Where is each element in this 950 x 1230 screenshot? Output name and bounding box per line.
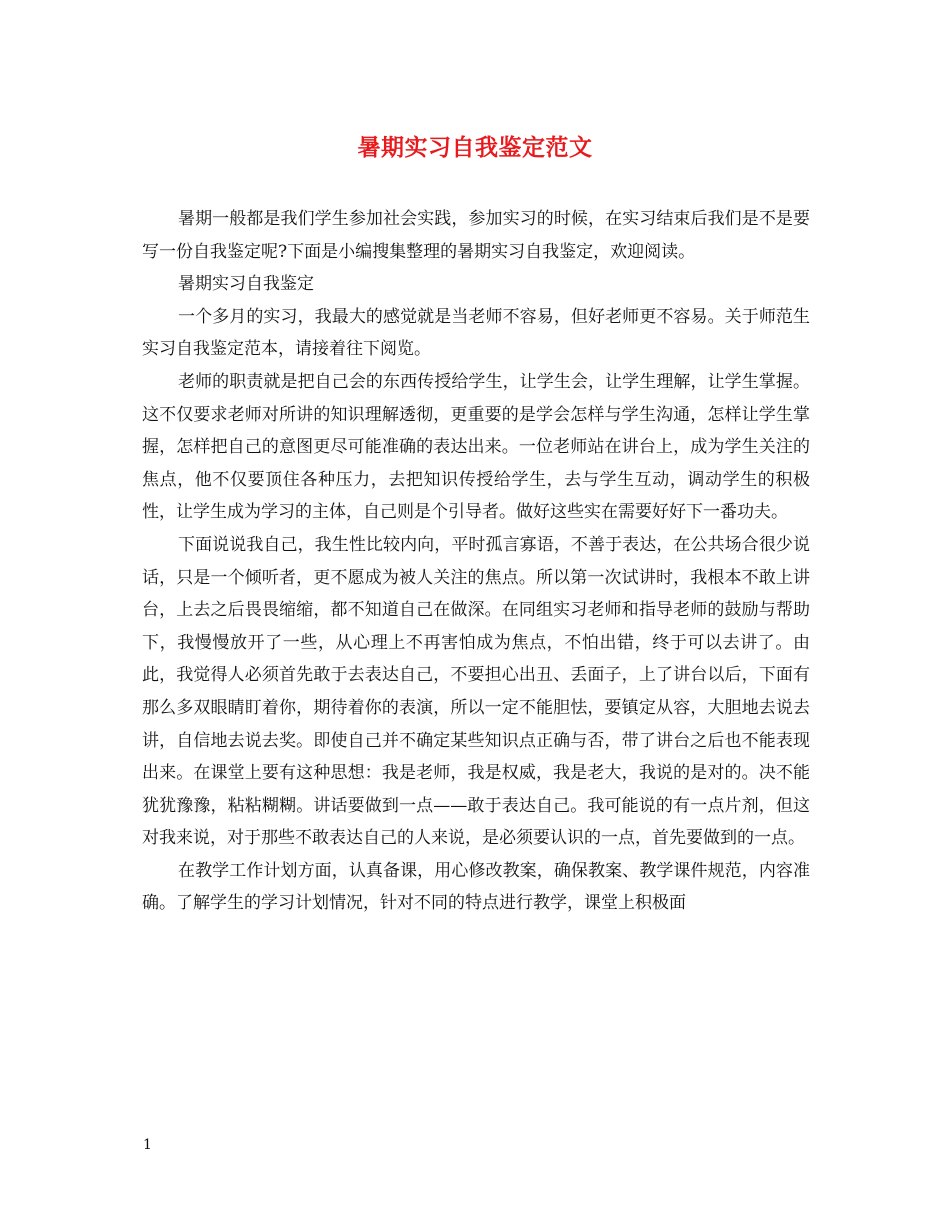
paragraph-intro: 暑期一般都是我们学生参加社会实践，参加实习的时候，在实习结束后我们是不是要写一份自我鉴定呢?下面是小编搜集整理的暑期实习自我鉴定，欢迎阅读。 bbox=[142, 209, 810, 262]
paragraph-heading: 暑期实习自我鉴定 bbox=[178, 274, 314, 295]
paragraph-self-reflection: 下面说说我自己，我生性比较内向，平时孤言寡语，不善于表达，在公共场合很少说话，只是一个倾听者，更不愿成为被人关注的焦点。所以第一次试讲时，我根本不敢上讲台，上去之后畏畏缩缩，都不知道自己在做深。在同组实习老师和指导老师的鼓励与帮助下，我慢慢放开了一些，从心理上不再害怕成为焦点，不怕出错，终于可以去讲了。由此，我觉得人必须首先敢于去表达自己，不要担心出丑、丢面子，上了讲台以后，下面有那么多双眼睛盯着你，期待着你的表演，所以一定不能胆怯，要镇定从容，大胆地去说去讲，自信地去说去奖。即使自己并不确定某些知识点正确与否，带了讲台之后也不能表现出来。在课堂上要有这种思想：我是老师，我是权威，我是老大，我说的是对的。决不能犹犹豫豫，粘粘糊糊。讲话要做到一点——敢于表达自己。我可能说的有一点片剂，但这对我来说，对于那些不敢表达自己的人来说，是必须要认识的一点，首先要做到的一点。 bbox=[142, 534, 810, 849]
paragraph-teaching-plan: 在教学工作计划方面，认真备课，用心修改教案，确保教案、教学课件规范，内容准确。了解学生的学习计划情况，针对不同的特点进行教学，课堂上积极面 bbox=[142, 860, 810, 914]
page-number: 1 bbox=[143, 1137, 152, 1153]
paragraph-summary: 一个多月的实习，我最大的感觉就是当老师不容易，但好老师更不容易。关于师范生实习自我鉴定范本，请接着往下阅览。 bbox=[142, 306, 810, 360]
document-body bbox=[142, 203, 810, 920]
paragraph-teacher-duty: 老师的职责就是把自己会的东西传授给学生，让学生会，让学生理解，让学生掌握。这不仅要求老师对所讲的知识理解透彻，更重要的是学会怎样与学生沟通，怎样让学生掌握，怎样把自己的意图更尽可能准确的表达出来。一位老师站在讲台上，成为学生关注的焦点，他不仅要顶住各种压力，去把知识传授给学生，去与学生互动，调动学生的积极性，让学生成为学习的主体，自己则是个引导者。做好这些实在需要好好下一番功夫。 bbox=[142, 371, 810, 523]
document-title: 暑期实习自我鉴定范文 bbox=[357, 134, 593, 161]
